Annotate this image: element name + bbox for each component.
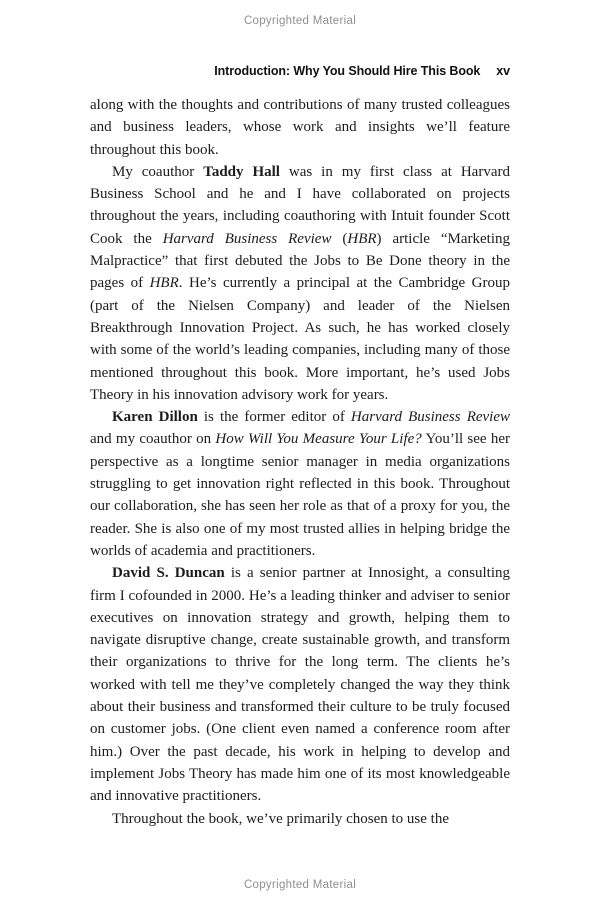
text-run: ) article “Marketing Malpractice” that first debuted the Jobs to Be Done theory in the pages of xyxy=(90,230,510,292)
text-run: ( xyxy=(331,230,348,247)
text-run: My coauthor xyxy=(112,163,204,180)
bold-text-run: David S. Duncan xyxy=(112,565,225,582)
paragraph xyxy=(90,808,510,830)
bold-text-run: Taddy Hall xyxy=(203,163,280,180)
paragraph xyxy=(90,406,510,562)
italic-text-run: How Will You Measure Your Life? xyxy=(215,431,422,448)
text-run: is a senior partner at Innosight, a consulting firm I cofounded in 2000. He’s a leading thinker and adviser to senior executives on innovation strategy and growth, helping them to navigate disruptive change, create sustainable growth, and transform their organizations to thrive for the long term. The clients he’s worked with tell me they’ve completely changed the way they think about their business and transformed their culture to be truly focused on customer jobs. (One client even named a conference room after him.) Over the past decade, his work in helping to develop and implement Jobs Theory has made him one of its most knowledgeable and innovative practitioners. xyxy=(90,565,511,805)
page-number: xv xyxy=(496,64,510,78)
text-run: . He’s currently a principal at the Cambridge Group (part of the Nielsen Company) and leader of the Nielsen Breakthrough Innovation Project. As such, he has worked closely with some of the world’s leading companies, including many of those mentioned throughout this book. More important, he’s used Jobs Theory in his innovation advisory work for years. xyxy=(90,275,510,403)
text-run: You’ll see her perspective as a longtime senior manager in media organizations struggling to get innovation right reflected in this book. Throughout our collaboration, she has seen her role as that of a proxy for you, the reader. She is also one of my most trusted allies in helping bridge the worlds of academia and practitioners. xyxy=(90,431,510,559)
body-text xyxy=(90,94,510,830)
running-header-title: Introduction: Why You Should Hire This Book xyxy=(214,64,481,78)
copyright-notice-bottom: Copyrighted Material xyxy=(243,879,357,891)
text-run: is the former editor of xyxy=(197,409,351,426)
text-column xyxy=(90,64,510,830)
paragraph xyxy=(90,161,510,406)
italic-text-run: Harvard Business Review xyxy=(350,409,510,426)
italic-text-run: HBR xyxy=(347,230,377,247)
running-header xyxy=(90,64,510,78)
copyright-notice-top: Copyrighted Material xyxy=(243,15,357,27)
text-run: and my coauthor on xyxy=(90,431,216,448)
paragraph xyxy=(90,94,510,161)
text-run: along with the thoughts and contributions of many trusted colleagues and business leaders, whose work and insights we’ll feature throughout this book. xyxy=(90,97,510,158)
bold-text-run: Karen Dillon xyxy=(112,409,198,426)
paragraph xyxy=(90,562,510,807)
text-run: Throughout the book, we’ve primarily chosen to use the xyxy=(112,810,450,827)
italic-text-run: Harvard Business Review xyxy=(162,230,332,247)
italic-text-run: HBR xyxy=(149,275,179,292)
text-run: was in my first class at Harvard Business School and he and I have collaborated on projects throughout the years, including coauthoring with Intuit founder Scott Cook the xyxy=(90,163,510,247)
